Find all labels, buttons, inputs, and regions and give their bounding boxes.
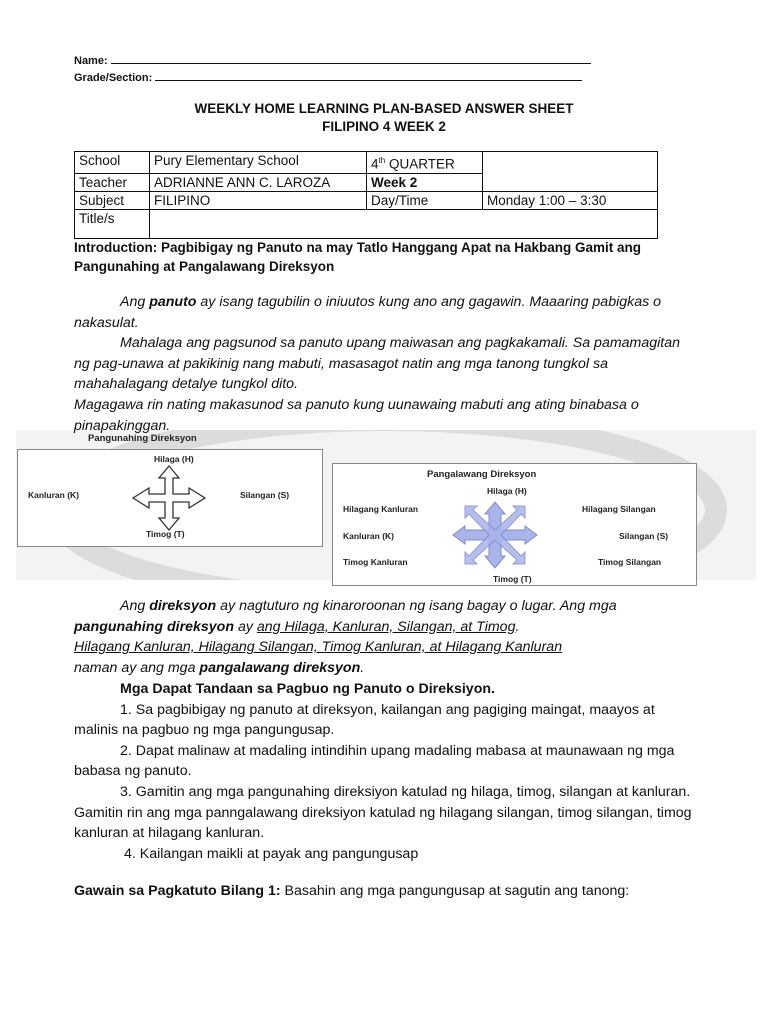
north-label: Hilaga (H) — [487, 486, 527, 496]
teacher-value: ADRIANNE ANN C. LAROZA — [150, 173, 367, 191]
daytime-label: Day/Time — [367, 191, 483, 209]
southeast-label: Timog Silangan — [598, 557, 662, 567]
info-table — [74, 151, 658, 239]
blank-cell — [483, 152, 658, 174]
southwest-label: Timog Kanluran — [343, 557, 408, 567]
east-label: Silangan (S) — [619, 531, 669, 541]
northwest-label: Hilagang Kanluran — [343, 504, 419, 514]
northeast-label: Hilagang Silangan — [582, 504, 656, 514]
sheet-title: WEEKLY HOME LEARNING PLAN-BASED ANSWER SHEET — [194, 101, 574, 116]
sheet-subtitle: FILIPINO 4 WEEK 2 — [322, 119, 446, 134]
introduction-heading: Introduction: Pagbibigay ng Panuto na may Tatlo Hanggang Apat na Hakbang Gamit ang Pangunahing at Pangalawang Direksyon — [74, 240, 642, 274]
west-label: Kanluran (K) — [343, 531, 394, 541]
four-way-arrow-icon — [113, 464, 225, 532]
north-label: Hilaga (H) — [154, 454, 194, 464]
activity-1 — [74, 881, 694, 902]
west-label: Kanluran (K) — [28, 490, 79, 500]
primary-directions-figure — [17, 449, 323, 547]
school-label: School — [75, 152, 150, 174]
quarter-cell: 4th QUARTER — [367, 152, 483, 174]
name-blank[interactable] — [111, 53, 591, 64]
rule-item: 2. Dapat malinaw at madaling intindihin upang madaling mabasa at maunawaan ng mga babasa ng panuto. — [74, 742, 675, 780]
activity-label: Gawain sa Pagkatuto Bilang 1: — [74, 883, 281, 899]
rule-item: 4. Kailangan maikli at payak ang pangungusap — [124, 845, 419, 862]
blank-cell — [483, 173, 658, 191]
teacher-label: Teacher — [75, 173, 150, 191]
activity-text: Basahin ang mga pangungusap at sagutin ang tanong: — [280, 883, 630, 899]
subject-label: Subject — [75, 191, 150, 209]
school-value: Pury Elementary School — [150, 152, 367, 174]
grade-section-label: Grade/Section: — [74, 72, 153, 84]
east-label: Silangan (S) — [240, 490, 290, 500]
daytime-value: Monday 1:00 – 3:30 — [483, 191, 658, 209]
name-label: Name: — [74, 55, 108, 67]
rule-item: 1. Sa pagbibigay ng panuto at direksyon, kailangan ang pagiging maingat, maayos at malinis na pagbuo ng mga pangungusap. — [74, 701, 655, 739]
figure1-caption: Pangunahing Direksyon — [88, 433, 197, 444]
rules-list — [74, 679, 694, 864]
eight-way-arrow-icon — [451, 500, 539, 570]
grade-section-blank[interactable] — [155, 70, 582, 81]
secondary-directions-figure — [332, 463, 697, 586]
rules-heading: Mga Dapat Tandaan sa Pagbuo ng Panuto o Direksiyon. — [120, 681, 495, 697]
name-line[interactable] — [74, 53, 591, 67]
grade-section-line[interactable] — [74, 70, 582, 84]
subject-value: FILIPINO — [150, 191, 367, 209]
figure2-caption: Pangalawang Direksyon — [427, 469, 537, 480]
direksyon-paragraph: Ang direksyon ay nagtuturo ng kinaroroonan ng isang bagay o lugar. Ang mga pangunahing direksyon ay ang Hilaga, Kanluran, Silangan, at Timog. Hilagang Kanluran, Hilagang Silangan, Timog Kanluran, at Hilagang Kanluran naman ay ang mga pangalawang direksyon. — [74, 598, 617, 676]
titles-label: Title/s — [75, 209, 150, 238]
south-label: Timog (T) — [146, 529, 185, 539]
titles-value[interactable] — [150, 209, 658, 238]
south-label: Timog (T) — [493, 574, 532, 584]
panuto-paragraph: Ang panuto ay isang tagubilin o iniuutos kung ano ang gagawin. Maaaring pabigkas o nakasulat. Mahalaga ang pagsunod sa panuto upang maiwasan ang pagkakamali. Sa pamamagitan ng pag-unawa at pakikinig nang mabuti, masasagot natin ang mga tanong tungkol sa mahahalagang detalye tungkol dito. Magagawa rin nating makasunod sa panuto kung uunawaing mabuti ang ating binabasa o pinapakinggan. — [74, 294, 681, 434]
rule-item: 3. Gamitin ang mga pangunahing direksiyon katulad ng hilaga, timog, silangan at kanluran. Gamitin rin ang mga panngalawang direksiyon katulad ng hilagang silangan, timog silangan, timog kanluran at hilagang kanluran. — [74, 783, 692, 842]
week-value: Week 2 — [367, 173, 483, 191]
